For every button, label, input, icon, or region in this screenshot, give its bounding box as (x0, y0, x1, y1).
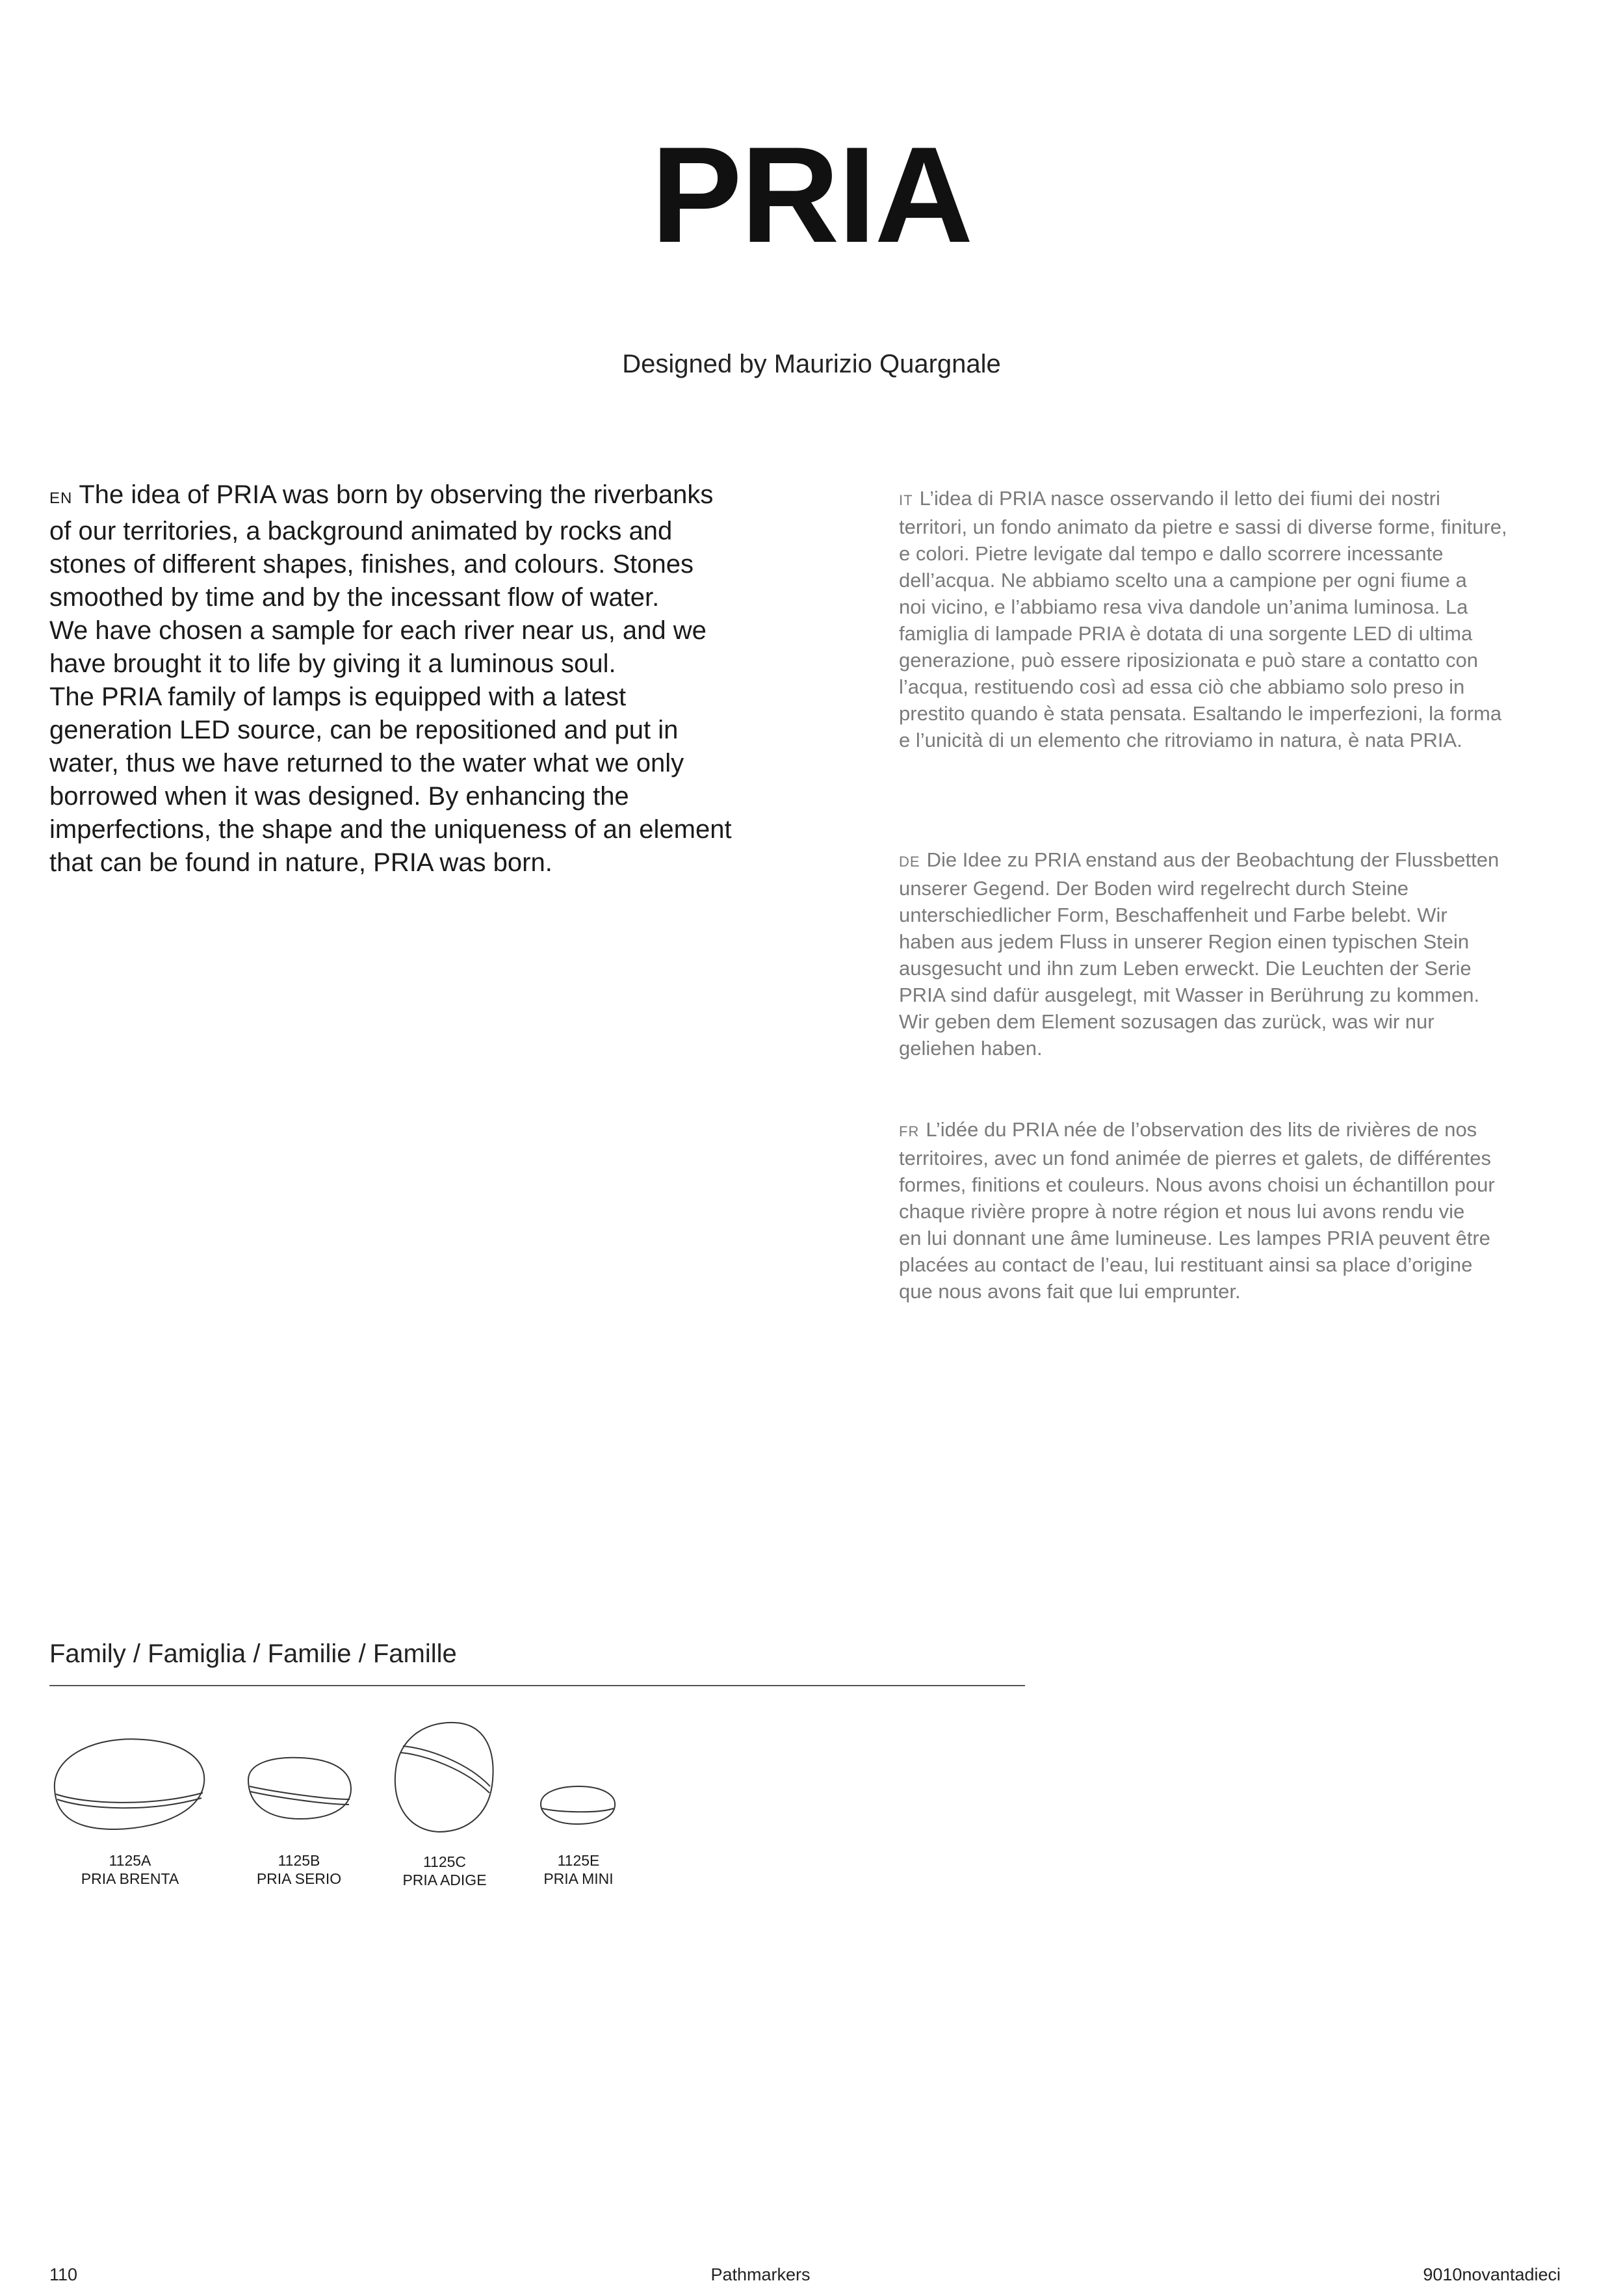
lang-tag-en: EN (49, 489, 73, 507)
section-name: Pathmarkers (710, 2265, 811, 2284)
designer-credit: Designed by Maurizio Quargnale (622, 350, 1001, 378)
lamp-label-1125c (380, 1853, 510, 1889)
family-heading: Family / Famiglia / Familie / Famille (49, 1639, 457, 1668)
stone-serio-icon (248, 1758, 351, 1819)
lamp-label-1125a (65, 1851, 195, 1888)
page-title: PRIA (651, 118, 972, 271)
description-en-body: The idea of PRIA was born by observing the riverbanks of our territories, a background animated by rocks and stones of different shapes, finishes, and colours. Stones smoothed by time and by the incessant flow of water. We have chosen a sample for each river near us, and we have brought it to life by giving it a luminous soul. The PRIA family of lamps is equipped with a latest generation LED source, can be repositioned and put in water, thus we have returned to the water what we only borrowed when it was designed. By enhancing the imperfections, the shape and the uniqueness of an element that can be found in nature, PRIA was born. (49, 480, 732, 877)
lamp-code: 1125E (557, 1852, 600, 1869)
description-fr-body: L’idée du PRIA née de l’observation des lits de rivières de nos territoires, avec un fond animée de pierres et galets, de différentes formes, finitions et couleurs. Nous avons choisi un échantillon pour chaque rivière propre à notre région et nous lui avons rendu vie en lui donnant une âme lumineuse. Les lampes PRIA peuvent être placées au contact de l’eau, lui restituant ainsi sa place d’origine que nous avons fait que lui emprunter. (899, 1118, 1495, 1303)
lamp-label-1125e (513, 1851, 643, 1888)
stone-adige-icon (395, 1723, 493, 1832)
brand-name: 9010novantadieci (1423, 2265, 1561, 2284)
lamp-code: 1125C (422, 1853, 467, 1870)
lamp-code: 1125A (109, 1852, 151, 1869)
lamp-name: PRIA SERIO (256, 1870, 342, 1887)
lang-tag-de: DE (899, 854, 920, 870)
stone-brenta-icon (55, 1739, 204, 1829)
lamp-code: 1125B (278, 1852, 320, 1869)
lamp-name: PRIA BRENTA (81, 1870, 179, 1887)
lamp-name: PRIA ADIGE (402, 1872, 487, 1888)
description-it-body: L’idea di PRIA nasce osservando il letto dei fiumi dei nostri territori, un fondo animato da pietre e sassi di diverse forme, finiture, e colori. Pietre levigate dal tempo e dallo scorrere incessante dell’acqua. Ne abbiamo scelto una a campione per ogni fiume a noi vicino, e l’abbiamo resa viva dandole un’anima luminosa. La famiglia di lampade PRIA è dotata di una sorgente LED di ultima generazione, può essere riposizionata e può stare a contatto con l’acqua, restituendo così ad essa ciò che abbiamo solo preso in prestito quando è stata pensata. Esaltando le imperfezioni, la forma e l’unicità di un elemento che ritroviamo in natura, è nata PRIA. (899, 487, 1507, 751)
lamp-name: PRIA MINI (543, 1870, 614, 1887)
lang-tag-it: IT (899, 492, 913, 508)
description-de-body: Die Idee zu PRIA enstand aus der Beobachtung der Flussbetten unserer Gegend. Der Boden wird regelrecht durch Steine unterschiedlicher Form, Beschaffenheit und Farbe belebt. Wir haben aus jedem Fluss in unserer Region einen typischen Stein ausgesucht und ihn zum Leben erweckt. Die Leuchten der Serie PRIA sind dafür ausgelegt, mit Wasser in Berührung zu kommen. Wir geben dem Element sozusagen das zurück, was wir nur geliehen haben. (899, 848, 1500, 1060)
stone-mini-icon (541, 1786, 615, 1824)
lamp-label-1125b (234, 1851, 364, 1888)
lang-tag-fr: FR (899, 1123, 920, 1140)
page-number: 110 (49, 2265, 78, 2284)
